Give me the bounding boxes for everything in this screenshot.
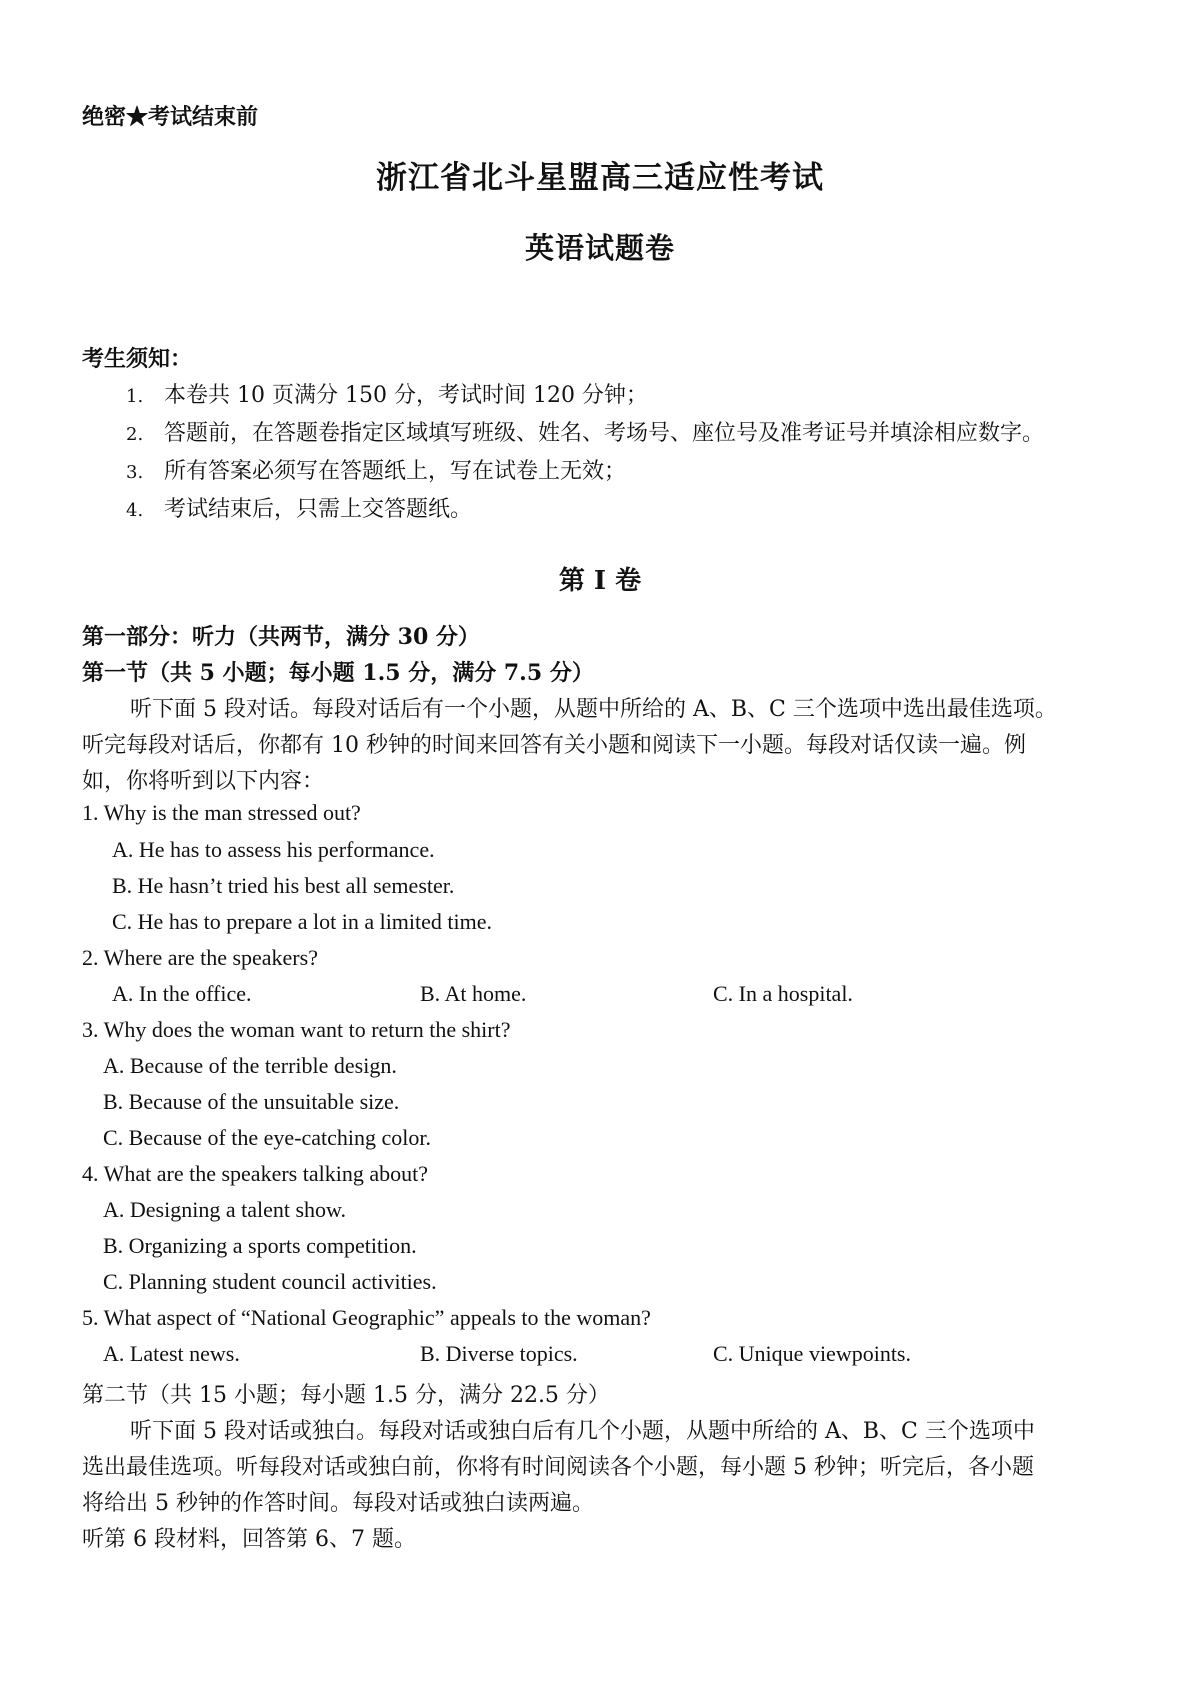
instruction-line: 听完每段对话后，你都有 10 秒钟的时间来回答有关小题和阅读下一小题。每段对话仅读一遍。例 bbox=[82, 733, 1026, 758]
section2-heading: 第二节（共 15 小题；每小题 1.5 分，满分 22.5 分） bbox=[82, 1383, 610, 1408]
exam-subtitle: 英语试题卷 bbox=[524, 231, 675, 265]
option-c: C. Unique viewpoints. bbox=[713, 1341, 911, 1366]
notice-item-number: 1. bbox=[126, 386, 144, 407]
notice-item-text: 考试结束后，只需上交答题纸。 bbox=[164, 497, 473, 522]
option-c: C. He has to prepare a lot in a limited time. bbox=[112, 909, 493, 934]
option-a: A. Because of the terrible design. bbox=[103, 1053, 397, 1078]
notice-item-number: 3. bbox=[126, 462, 144, 483]
section1-heading: 第一节（共 5 小题；每小题 1.5 分，满分 7.5 分） bbox=[82, 660, 594, 686]
notice-item-number: 4. bbox=[126, 500, 144, 521]
option-b: B. At home. bbox=[420, 981, 527, 1006]
instruction-line: 将给出 5 秒钟的作答时间。每段对话或独白读两遍。 bbox=[82, 1491, 594, 1516]
notice-item-text: 所有答案必须写在答题纸上，写在试卷上无效； bbox=[164, 459, 627, 484]
option-c: C. In a hospital. bbox=[713, 981, 853, 1006]
instruction-line: 听下面 5 段对话。每段对话后有一个小题，从题中所给的 A、B、C 三个选项中选出最佳选项。 bbox=[130, 697, 1057, 722]
notice-item-text: 本卷共 10 页满分 150 分，考试时间 120 分钟； bbox=[164, 383, 648, 408]
question-stem: 2. Where are the speakers? bbox=[82, 945, 318, 970]
confidential-label: 绝密★考试结束前 bbox=[82, 104, 259, 130]
notice-item-text: 答题前，在答题卷指定区域填写班级、姓名、考场号、座位号及准考证号并填涂相应数字。 bbox=[164, 421, 1045, 446]
option-a: A. In the office. bbox=[112, 981, 252, 1006]
notice-item bbox=[126, 492, 472, 523]
option-c: C. Because of the eye-catching color. bbox=[103, 1125, 432, 1150]
option-b: B. Because of the unsuitable size. bbox=[103, 1089, 400, 1114]
instruction-line: 选出最佳选项。听每段对话或独白前，你将有时间阅读各个小题，每小题 5 秒钟；听完后，各小题 bbox=[82, 1455, 1034, 1480]
question-stem: 5. What aspect of “National Geographic” appeals to the woman? bbox=[82, 1305, 651, 1330]
notice-item-number: 2. bbox=[126, 424, 144, 445]
question-stem: 1. Why is the man stressed out? bbox=[82, 800, 361, 825]
option-b: B. Organizing a sports competition. bbox=[103, 1233, 417, 1258]
question-stem: 3. Why does the woman want to return the shirt? bbox=[82, 1017, 511, 1042]
notice-heading: 考生须知： bbox=[82, 346, 193, 372]
question-stem: 4. What are the speakers talking about? bbox=[82, 1161, 428, 1186]
option-b: B. Diverse topics. bbox=[420, 1341, 578, 1366]
instruction-line: 听下面 5 段对话或独白。每段对话或独白后有几个小题，从题中所给的 A、B、C 三个选项中 bbox=[130, 1419, 1035, 1444]
instruction-line: 如，你将听到以下内容： bbox=[82, 769, 325, 794]
option-a: A. Latest news. bbox=[103, 1341, 240, 1366]
notice-item bbox=[126, 416, 1044, 447]
option-a: A. He has to assess his performance. bbox=[112, 837, 435, 862]
option-b: B. He hasn’t tried his best all semester. bbox=[112, 873, 455, 898]
material-6-instruction: 听第 6 段材料，回答第 6、7 题。 bbox=[82, 1527, 416, 1552]
exam-title: 浙江省北斗星盟高三适应性考试 bbox=[376, 160, 824, 196]
option-a: A. Designing a talent show. bbox=[103, 1197, 346, 1222]
notice-item bbox=[126, 454, 626, 485]
volume-label: 第 I 卷 bbox=[558, 566, 642, 596]
option-c: C. Planning student council activities. bbox=[103, 1269, 437, 1294]
notice-item bbox=[126, 378, 648, 409]
part1-heading: 第一部分：听力（共两节，满分 30 分） bbox=[82, 624, 480, 650]
